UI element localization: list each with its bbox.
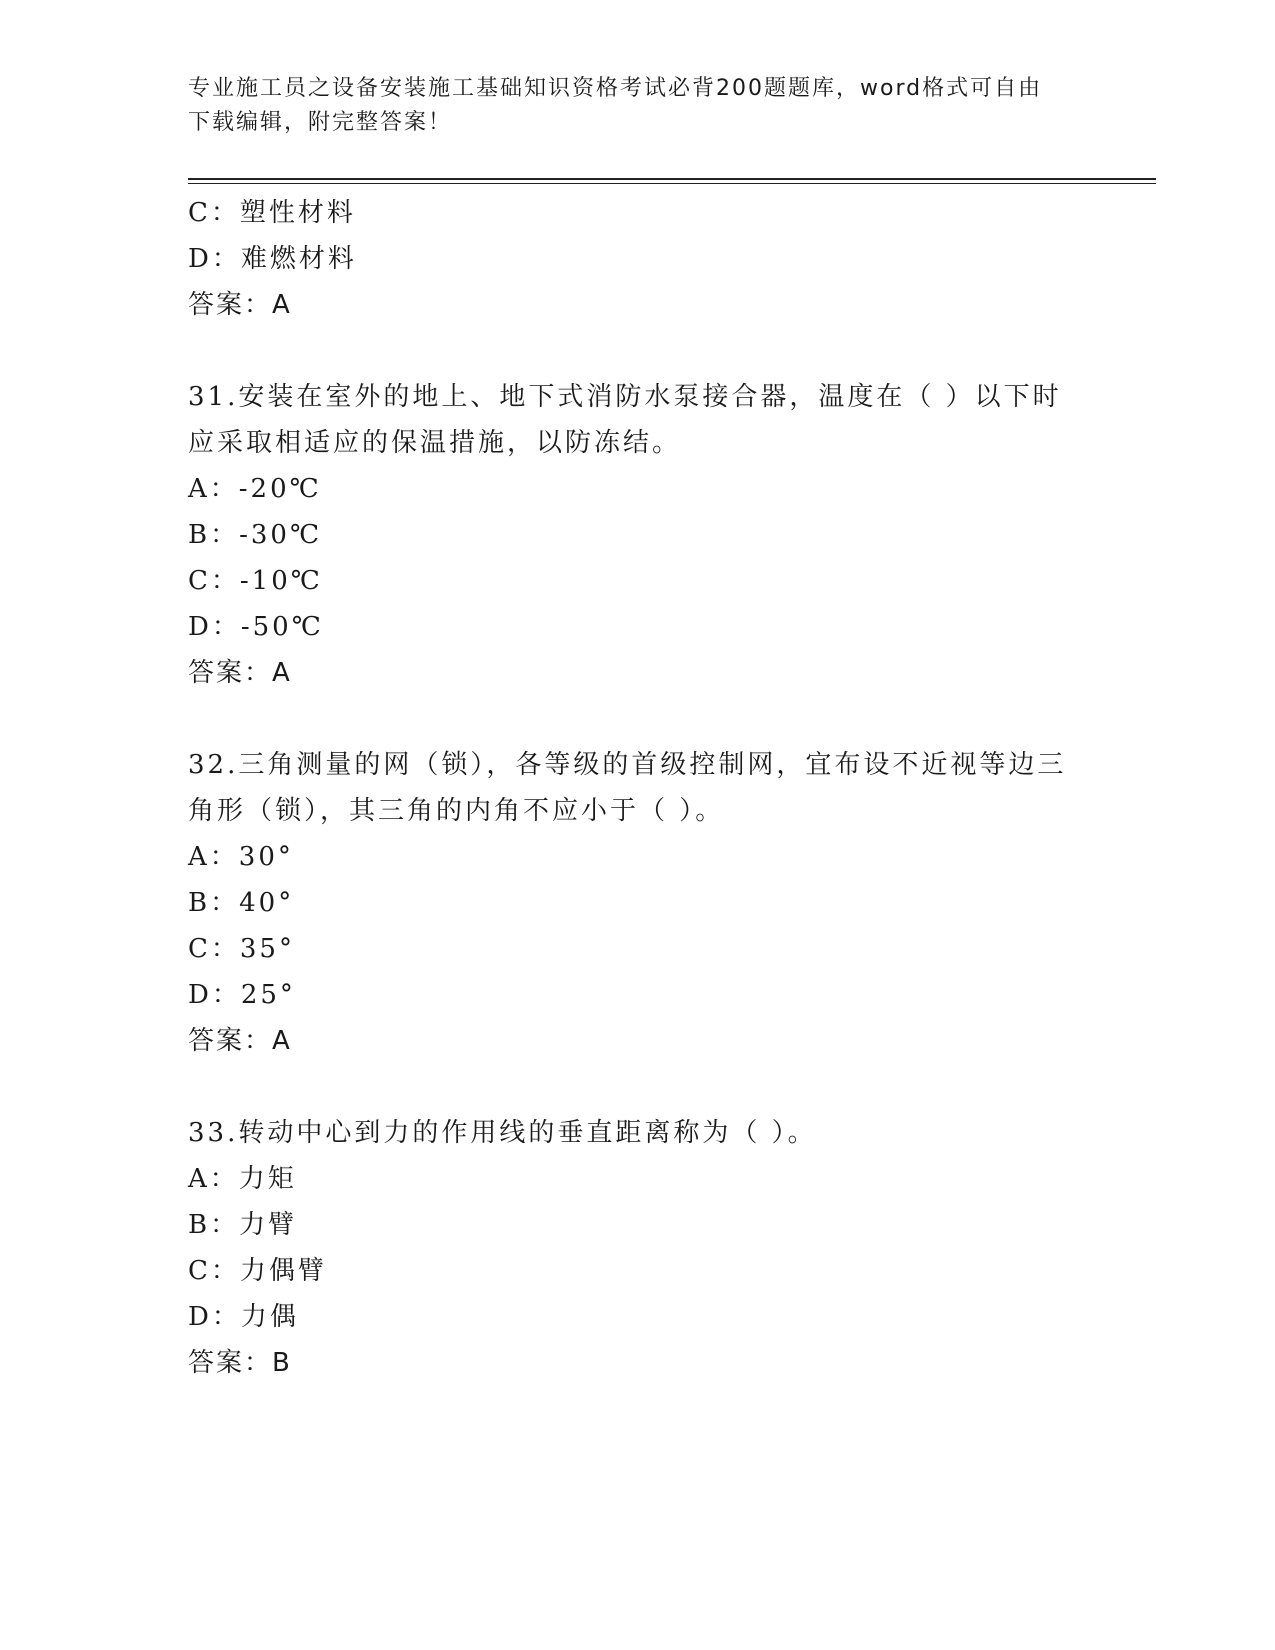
option-d: D：25° [188,980,296,1010]
question-stem: 应采取相适应的保温措施，以防冻结。 [188,428,682,458]
question-stem: 31.安装在室外的地上、地下式消防水泵接合器，温度在（ ）以下时 [188,382,1062,412]
option-c: C：力偶臂 [188,1256,327,1286]
option-c: C：塑性材料 [188,198,356,228]
spacer [188,328,1088,374]
option-b: B：40° [188,888,295,918]
document-title-line-2: 下载编辑，附完整答案！ [188,110,453,135]
option-a: A：30° [188,842,294,872]
document-header [188,72,1078,140]
option-d: D：力偶 [188,1302,299,1332]
question-33 [188,1110,1088,1386]
spacer [188,696,1088,742]
question-30-tail [188,190,1088,328]
option-a: A：力矩 [188,1164,297,1194]
header-divider [188,178,1156,184]
answer-line: 答案：A [188,1026,292,1056]
question-stem: 角形（锁），其三角的内角不应小于（ ）。 [188,796,725,826]
option-d: D：难燃材料 [188,244,357,274]
answer-line: 答案：A [188,658,292,688]
option-c: C：-10℃ [188,566,323,596]
option-b: B：力臂 [188,1210,298,1240]
document-title-line-1: 专业施工员之设备安装施工基础知识资格考试必背200题题库，word格式可自由 [188,76,1043,101]
answer-line: 答案：B [188,1348,292,1378]
question-32 [188,742,1088,1064]
option-d: D：-50℃ [188,612,324,642]
question-stem: 33.转动中心到力的作用线的垂直距离称为（ ）。 [188,1118,817,1148]
question-31 [188,374,1088,696]
spacer [188,1064,1088,1110]
question-stem: 32.三角测量的网（锁），各等级的首级控制网，宜布设不近视等边三 [188,750,1067,780]
option-c: C：35° [188,934,295,964]
option-a: A：-20℃ [188,474,322,504]
option-b: B：-30℃ [188,520,323,550]
question-list [188,190,1088,1386]
answer-line: 答案：A [188,290,292,320]
